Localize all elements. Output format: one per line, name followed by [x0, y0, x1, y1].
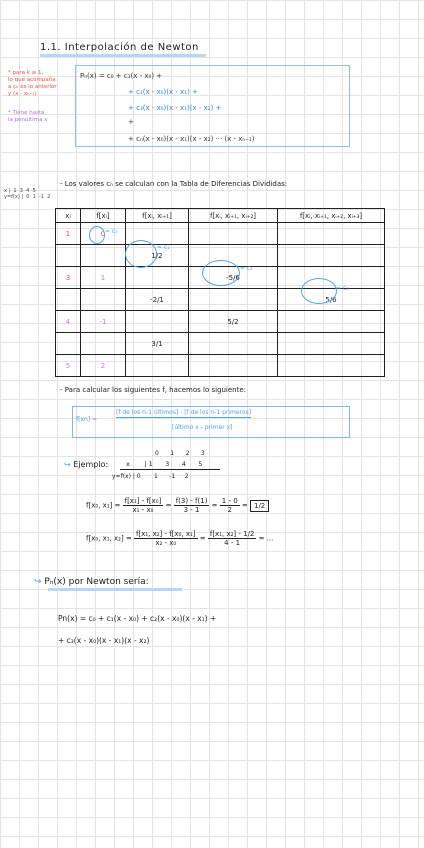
table-cell [189, 355, 278, 377]
table-row [56, 355, 385, 377]
table-cell [81, 245, 126, 267]
table-cell: 3/1 [126, 333, 189, 355]
table-row [56, 333, 385, 355]
pn-final-line-1: Pn(x) = c₀ + c₁(x - x₀) + c₂(x - x₀)(x - x₁) + [58, 614, 217, 623]
table-cell [56, 289, 81, 311]
table-cell: 3 [56, 267, 81, 289]
table-cell [278, 311, 385, 333]
table-cell: 1 [56, 223, 81, 245]
table-cell: 1/2 [126, 245, 189, 267]
pn-line-5: + cₙ(x - x₀)(x - x₁)(x - x₂) ··· (x - xₙ₋₁) [128, 135, 255, 143]
ejemplo-label: ↪ Ejemplo: [64, 460, 109, 469]
c1-label: = c₁ [157, 244, 170, 251]
calc-line: - Para calcular los siguientes f, hacemos lo siguiente: [60, 386, 247, 394]
table-cell [81, 289, 126, 311]
pn-line-2: + c₂(x - x₀)(x - x₁) + [128, 88, 198, 96]
table-cell [278, 223, 385, 245]
header-fxi: f[xᵢ] [81, 209, 126, 223]
header-f4: f[xᵢ, xᵢ₊₁, xᵢ₊₂, xᵢ₊₃] [278, 209, 385, 223]
table-cell [126, 355, 189, 377]
table-cell [56, 245, 81, 267]
side-note-red: * para k ≥ 1, lo que acompaña a cₖ es lo anterior y (x - xₖ₋₁) [8, 70, 57, 97]
pn-final-line-2: + c₃(x - x₀)(x - x₁)(x - x₂) [58, 636, 150, 645]
table-cell [189, 223, 278, 245]
table-cell: -5/6 [189, 267, 278, 289]
table-cell [56, 333, 81, 355]
pn-newton-title: ↪ Pₙ(x) por Newton sería: [34, 577, 149, 587]
table-cell [189, 333, 278, 355]
table-cell: 4 [56, 311, 81, 333]
table-row [56, 311, 385, 333]
c2-label: = c₂ [240, 265, 253, 272]
example-1: f[x₀, x₁] = $\frac{\text{f[x₁] - f[x₀]}}{\text{x₁ - x₀}}$ = $\frac{f(3) - f(1)}{3 - 1}$ = $\frac{1 - 0}{2}$ = 1/2 [86, 497, 269, 514]
table-cell: 1 [81, 267, 126, 289]
table-cell [81, 333, 126, 355]
table-cell [278, 333, 385, 355]
table-cell [126, 311, 189, 333]
table-cell: 5/2 [189, 311, 278, 333]
c0-label: = c₀ [105, 228, 118, 235]
table-cell: -2/1 [126, 289, 189, 311]
pn-line-3: + c₃(x - x₀)(x - x₁)(x - x₂) + [128, 104, 222, 112]
c2-circle [202, 260, 240, 286]
pn-title-highlight [48, 588, 182, 591]
pn-line-1: Pₙ(x) = c₀ + c₁(x - x₀) + [80, 72, 163, 80]
table-cell [278, 245, 385, 267]
table-cell: 5/6 [278, 289, 385, 311]
table-cell: 5 [56, 355, 81, 377]
ejemplo-index-row: 0 1 2 3 [155, 450, 205, 457]
mini-table: x | 1 3 4 5 y=f(x) | 0 1 -1 2 [4, 188, 51, 200]
values-line: - Los valores cₙ se calculan con la Tabla de Diferencias Divididas: [60, 180, 288, 188]
table-cell: -1 [81, 311, 126, 333]
formula-lhs: f[xn] = [76, 416, 98, 423]
table-cell: 0 [81, 223, 126, 245]
formula-denominator: [último x - primer x] [172, 424, 233, 431]
c0-circle [89, 226, 105, 244]
c1-circle [125, 240, 157, 268]
example-2: f[x₀, x₁, x₂] = $\frac{\text{f[x₁, x₂] - f[x₀, x₁]}}{\text{x₂ - x₀}}$ = $\frac{\text{f[x₁, x₂] - 1/2}}{4 - 1}$ = ... [86, 530, 274, 547]
side-note-purple: * Tiene hasta la penúltima x [8, 110, 48, 123]
title-highlight [40, 54, 206, 57]
formula-numerator: [f de los n-1 últimos] - [f de los n-1 primeros] [116, 409, 252, 416]
header-xi: xᵢ [56, 209, 81, 223]
ejemplo-divider [120, 469, 220, 470]
ejemplo-x-row: x | 1 3 4 5 [126, 460, 203, 468]
table-cell [189, 289, 278, 311]
page-title: 1.1. Interpolación de Newton [40, 42, 199, 53]
table-cell: 2 [81, 355, 126, 377]
pn-line-4: + [128, 118, 134, 126]
c3-label: = c₃ [336, 285, 349, 292]
table-cell [126, 267, 189, 289]
ejemplo-y-row: y=f(x) | 0 1 -1 2 [112, 473, 189, 480]
header-f2: f[xᵢ, xᵢ₊₁] [126, 209, 189, 223]
table-cell [278, 355, 385, 377]
c3-circle [301, 278, 337, 304]
header-f3: f[xᵢ, xᵢ₊₁, xᵢ₊₂] [189, 209, 278, 223]
